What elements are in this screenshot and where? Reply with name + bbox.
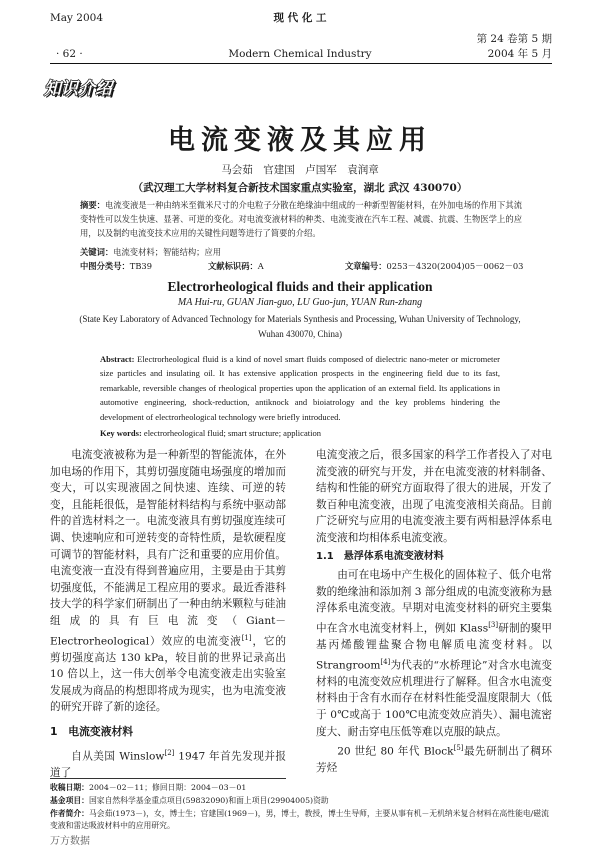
right-paragraph-1: 电流变液之后，很多国家的科学工作者投入了对电流变液的研究与开发，并在电流变液的材料制备、结构和性能的研究方面取得了很大的进展，开发了数百种电流变液，出现了电流变液相关商品。目前广泛研究与应用的电流变液主要有两相悬浮体系电流变液和均相体系电流变液。: [316, 449, 552, 544]
abstract-en: [100, 352, 500, 424]
fund-text: 国家自然科学基金重点项目(59832090)和面上项目(29904005)资助: [88, 796, 329, 805]
art-label: 文章编号：: [345, 261, 387, 271]
abstract-cn: [80, 198, 522, 240]
paper-title-cn: 电流变液及其应用: [168, 125, 432, 156]
abstract-en-text: Electrorheological fluid is a kind of novel smart fluids composed of dielectric nano-meter or micrometer size particles and insulating oil. It has extensive application prospects in the engineering field due to its fast, remarkable, reversible changes of rheological properties upon the application of an external field. Its applications in automotive engineering, shock-reduction, antiknock and bioiatrology and the key problems hindering the development of electrorheological technology were briefly introduced.: [100, 354, 500, 422]
doc-value: A: [257, 261, 264, 271]
right-p2a: 由可在电场中产生极化的固体粒子、低介电常数的绝缘油和添加剂 3 部分组成的电流变液称为悬浮体系电流变液。早期对电流变材料的研究主要集中在含水电流变材料上，例如 Klass: [316, 569, 552, 635]
section-tag: 知识介绍: [44, 79, 112, 99]
left-p2-end: 1947 年首先发现并报道了: [50, 750, 286, 779]
author-text: 马会茹(1973－)，女，博士生；官建国(1969－)，男，博士，教授，博士生导师，主要从事有机－无机纳米复合材料在高性能电/磁流变液和雷达吸波材料中的应用研究。: [50, 809, 549, 830]
right-p2b: 研制的聚甲基丙烯酸锂盐聚合物电解质电流变材料。以 Strangroom: [316, 622, 553, 672]
citation-5: [5]: [453, 744, 464, 753]
keywords-cn-label: 关键词：: [80, 247, 114, 257]
affiliation-en-1: (State Key Laboratory of Advanced Technology for Materials Synthesis and Processing, Wuhan University of Technology,: [79, 314, 521, 324]
clc-value: TB39: [129, 261, 152, 271]
footnote-received: [50, 782, 552, 794]
abstract-cn-label: 摘要：: [80, 200, 106, 210]
right-p3-end: 最先研制出了稠环芳烃: [316, 745, 552, 775]
left-paragraph-1: [50, 447, 286, 716]
right-paragraph-3: [316, 740, 552, 777]
footnote-author: [50, 808, 552, 832]
right-p2c: 为代表的“水桥理论”对含水电流变材料的电流变效应机理进行了解释。但含水电流变材料由于含有水而存在材料性能受温度限制大（低于 0℃或高于 100℃电流变效应消失）、漏电流密度大、耐击穿电压低等难以克服的缺点。: [316, 659, 552, 738]
body-right-column: [316, 447, 552, 777]
left-p1-end: ，它的剪切强度高达 130 kPa，较目前的世界记录高出 10 倍以上，这一伟大创举令电流变液走出实验室发展成为商品的构想即将成为现实，也为电流变液的研究开辟了新的途径。: [50, 635, 286, 714]
received-label: 收稿日期：: [50, 783, 89, 792]
keywords-cn-text: 电流变材料；智能结构；应用: [113, 247, 222, 257]
header-volume-cn: 第 24 卷第 5 期: [476, 33, 552, 45]
keywords-cn: [80, 245, 221, 259]
authors-en: MA Hui-ru, GUAN Jian-guo, LU Guo-jun, YUAN Run-zhang: [177, 297, 423, 308]
affiliation-cn: （武汉理工大学材料复合新技术国家重点实验室，湖北 武汉 430070）: [132, 182, 468, 194]
header-date-en: May 2004: [50, 12, 104, 24]
body-left-column: [50, 447, 286, 781]
header-date-cn: 2004 年 5 月: [487, 48, 552, 60]
author-label: 作者简介：: [50, 809, 89, 818]
header-journal-en: Modern Chemical Industry: [228, 48, 372, 60]
left-p1-text: 电流变液被称为是一种新型的智能流体，在外加电场的作用下，其剪切强度随电场强度的增加而变大，可以实现液固之间快速、连续、可逆的转变，且能耗很低，是智能材料结构与系统中驱动部件的首选材料之一。电流变液具有剪切强度连续可调、快速响应和可逆转变的奇特性质，是软硬程度可调节的智能材料，具有广泛和重要的应用价值。电流变液一直没有得到普遍应用，主要是由于其剪切强度低，不能满足工程应用的要求。最近香港科技大学的科学家们研制出了一种由纳米颗粒与硅油组成的具有巨电流变（Giant－Electrorheological）效应的电流变液: [50, 449, 286, 648]
paper-title-en: Electrorheological fluids and their application: [167, 279, 433, 294]
left-p2-text: 自从美国 Winslow: [71, 750, 165, 763]
received-text: 2004－02－11；修回日期：2004－03－01: [88, 783, 247, 792]
citation-3: [3]: [488, 620, 499, 629]
footnote-fund: [50, 795, 552, 807]
keywords-en: [100, 428, 321, 438]
header-journal-cn: 现 代 化 工: [273, 12, 327, 24]
left-paragraph-2: [50, 745, 286, 782]
fund-label: 基金项目：: [50, 796, 89, 805]
citation-4: [4]: [380, 657, 391, 666]
citation-1: [1]: [241, 633, 252, 642]
header-page-number: · 62 ·: [56, 48, 83, 60]
affiliation-en-2: Wuhan 430070, China): [258, 329, 342, 339]
art-value: 0253－4320(2004)05－0062－03: [386, 261, 524, 271]
clc-label: 中图分类号：: [80, 261, 130, 271]
right-paragraph-2: [316, 567, 552, 740]
watermark: 万方数据: [50, 836, 90, 847]
authors-cn: 马会茹 官建国 卢国军 袁润章: [221, 164, 379, 176]
keywords-en-label: Key words:: [100, 428, 142, 438]
doc-label: 文献标识码：: [208, 261, 258, 271]
section-heading-1: 1 电流变液材料: [50, 725, 134, 739]
abstract-cn-text: 电流变液是一种由纳米至微米尺寸的介电粒子分散在绝缘油中组成的一种新型智能材料，在外加电场的作用下其流变特性可以发生快速、显著、可逆的变化。对电流变液材料的种类、电流变液在汽车工程、减震、抗震、生物医学上的应用，以及制约电流变技术应用的关键性问题等进行了简要的介绍。: [80, 200, 522, 238]
footnote-rule: [50, 778, 286, 779]
keywords-en-text: electrorheological fluid; smart structure; application: [143, 428, 321, 438]
header-rule: [50, 63, 552, 64]
clc-number: [80, 259, 152, 273]
doc-code: [208, 259, 264, 273]
right-p3: 20 世纪 80 年代 Block: [337, 745, 454, 758]
citation-2: [2]: [164, 748, 175, 757]
article-number: [345, 259, 523, 273]
section-heading-1-1: 1.1 悬浮体系电流变液材料: [316, 550, 444, 562]
abstract-en-label: Abstract:: [100, 354, 135, 364]
